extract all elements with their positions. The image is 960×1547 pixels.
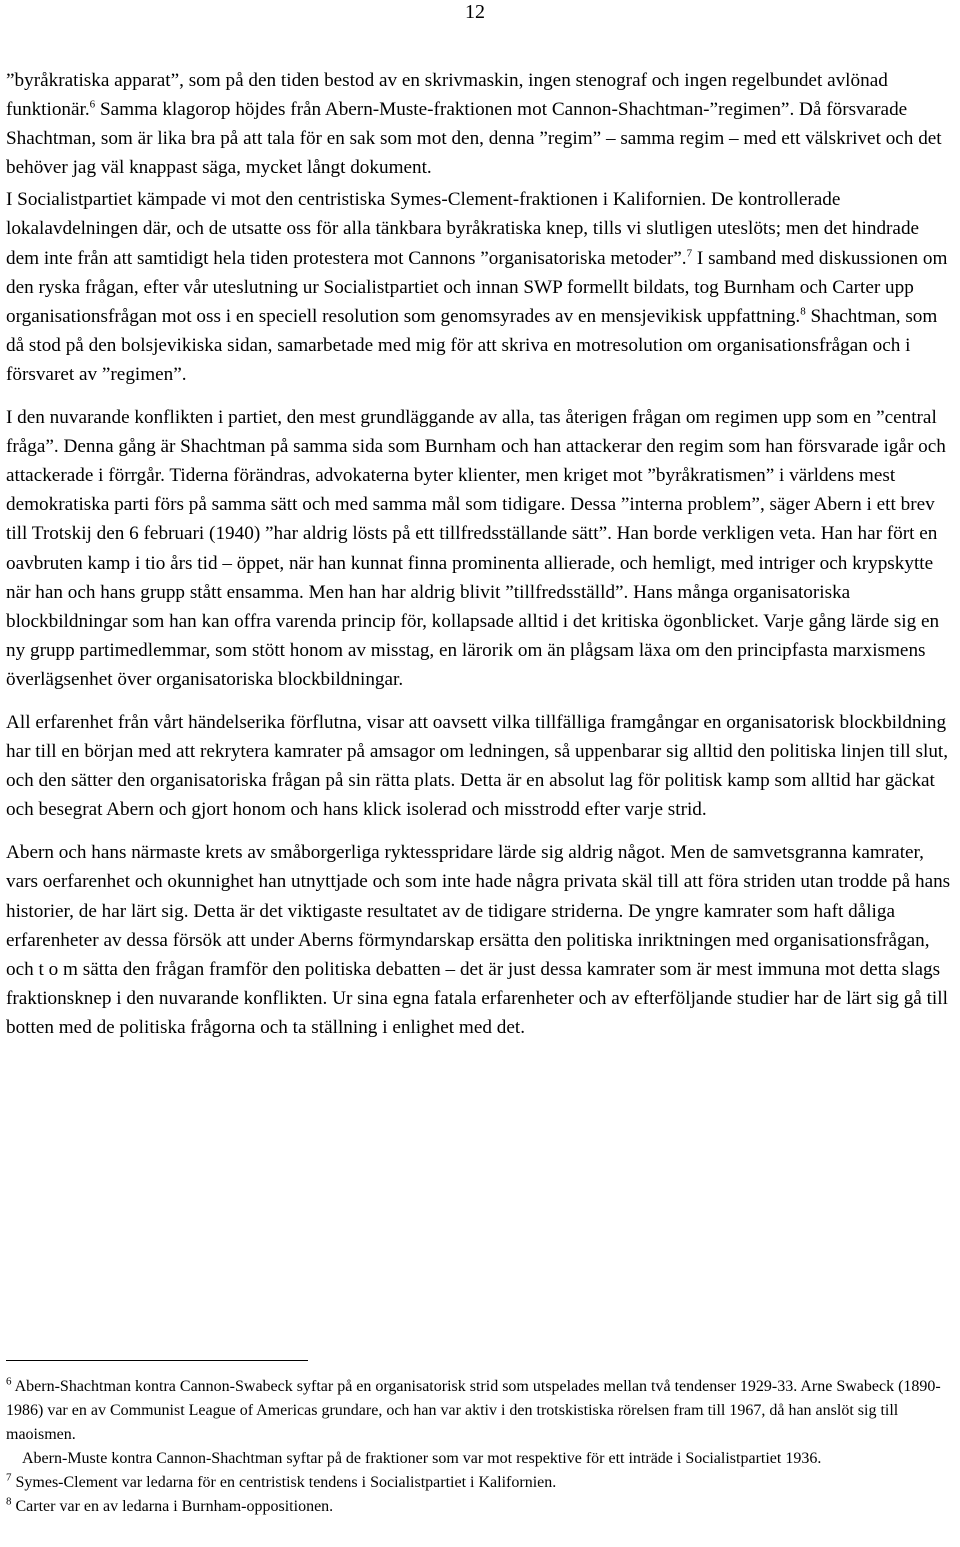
paragraph bbox=[6, 185, 956, 389]
paragraph-text: I Socialistpartiet kämpade vi mot den centristiska Symes-Clement-fraktionen i Kalifornien. De kontrollerade lokalavdelningen där, och de utsatte oss för alla tänkbara byråkratiska knep, tills vi slutligen uteslöts; men det hindrade dem inte från att samtidigt hela tiden protestera mot Cannons ”organisatoriska metoder”. bbox=[6, 189, 920, 269]
footnote-number: 6 bbox=[6, 1375, 12, 1388]
paragraph-text: ”byråkratiska apparat”, som på den tiden bestod av en skrivmaskin, ingen stenograf och ingen regelbundet avlönad funktionär. bbox=[6, 70, 888, 121]
paragraph bbox=[6, 403, 956, 694]
paragraph-text: Abern och hans närmaste krets av småborgerliga ryktesspridare lärde sig aldrig något. Men de samvetsgranna kamrater, vars oerfarenhet och okunnighet han utnyttjade och som inte hade några privata skäl till att föra striden utan trodde på hans historier, de har lärt sig. Detta är det viktigaste resultatet av de tidigare striderna. De yngre kamrater som haft dåliga erfarenheter av dessa försök att under Aberns förmyndarskap ersätta den politiska inriktningen med organisationsfrågan, och t o m sätta den frågan framför den politiska debatten – det är just dessa kamrater som är mest immuna mot detta slags fraktionsknep i den nuvarande konflikten. Ur sina egna fatala erfarenheter och av efterföljande studier har de lärt sig gå till botten med de politiska frågorna och ta ställning i enlighet med det. bbox=[6, 842, 951, 1038]
paragraph-text: I den nuvarande konflikten i partiet, den mest grundläggande av alla, tas återigen frågan om regimen upp som en ”central fråga”. Denna gång är Shachtman på samma sida som Burnham och han attackerar den regim som han försvarade igår och attackerade i förrgår. Tiderna förändras, advokaterna byter klienter, men kriget mot ”byråkratismen” i världens mest demokratiska parti förs på samma sätt och med samma mål som tidigare. Dessa ”interna problem”, säger Abern i ett brev till Trotskij den 6 februari (1940) ”har aldrig lösts på ett tillfredsställande sätt”. Han borde verkligen veta. Han har fört en oavbruten kamp i tio års tid – öppet, när han kunnat finna prominenta allierade, och hemligt, med intriger och krypskytte när han och hans grupp stått ensamma. Men han har aldrig blivit ”tillfredsställd”. Hans många organisatoriska blockbildningar som han kan offra varenda princip för, kollapsade alltid i det kritiska ögonblicket. Varje gång lärde sig en ny grupp partimedlemmar, som stött honom av misstag, en lärorik om än plågsam läxa om den principfasta marxismens överlägsenhet över organisatoriska blockbildningar. bbox=[6, 407, 946, 690]
paragraph-text: All erfarenhet från vårt händelserika förflutna, visar att oavsett vilka tillfälliga framgångar en organisatorisk blockbildning har till en början med att rekrytera kamrater på amsagor om ledningen, så uppenbarar sig alltid den politiska linjen till slut, och den sätter den organisatoriska frågan på sin rätta plats. Detta är en absolut lag för politisk kamp som alltid har gäckat och besegrat Abern och gjort honom och hans klick isolerad och misstrodd efter varje strid. bbox=[6, 711, 949, 821]
body-text bbox=[6, 66, 956, 1056]
footnote bbox=[6, 1375, 956, 1447]
paragraph bbox=[6, 66, 956, 182]
page-number: 12 bbox=[465, 1, 485, 23]
footnote bbox=[6, 1471, 956, 1495]
footnotes bbox=[6, 1360, 956, 1519]
footnote-number: 7 bbox=[6, 1471, 12, 1484]
footnote-text: Symes-Clement var ledarna för en centristisk tendens i Socialistpartiet i Kalifornien. bbox=[11, 1474, 557, 1491]
footnote-ref[interactable]: 7 bbox=[686, 247, 693, 260]
footnote-ref[interactable]: 6 bbox=[89, 98, 96, 111]
footnote-separator bbox=[6, 1360, 308, 1361]
footnote-text: Abern-Muste kontra Cannon-Shachtman syftar på de fraktioner som var mot respektive för ett inträde i Socialistpartiet 1936. bbox=[22, 1450, 822, 1467]
paragraph-text: I samband med diskussionen om den ryska frågan, efter vår uteslutning ur Socialistpartiet och innan SWP formellt bildats, tog Burnham och Carter upp organisationsfrågan mot oss i en speciell resolution som genomsyrades av en mensjevikisk uppfattning. bbox=[6, 247, 948, 327]
footnote bbox=[6, 1495, 956, 1519]
paragraph-text: Samma klagorop höjdes från Abern-Muste-fraktionen mot Cannon-Shachtman-”regimen”. Då försvarade Shachtman, som är lika bra på att tala för en sak som mot den, denna ”regim” – samma regim – med ett välskrivet och det behöver jag väl knappast säga, mycket långt dokument. bbox=[6, 99, 942, 179]
footnote bbox=[6, 1447, 956, 1471]
footnote-ref[interactable]: 8 bbox=[800, 305, 806, 318]
footnote-text: Abern-Shachtman kontra Cannon-Swabeck syftar på en organisatorisk strid som utspelades mellan två tendenser 1929-33. Arne Swabeck (1890- 1986) var en av Communist League of Americas grundare, och han var aktiv i den trotskistiska rörelsen fram till 1967, då han anslöt sig till maoismen. bbox=[6, 1378, 941, 1443]
footnote-number: 8 bbox=[6, 1495, 12, 1508]
footnote-text: Carter var en av ledarna i Burnham-oppositionen. bbox=[11, 1498, 334, 1515]
paragraph bbox=[6, 708, 956, 824]
paragraph-text: Shachtman, som då stod på den bolsjevikiska sidan, samarbetade med mig för att skriva en motresolution om organisationsfrågan och i försvaret av ”regimen”. bbox=[6, 305, 938, 385]
paragraph bbox=[6, 838, 956, 1042]
